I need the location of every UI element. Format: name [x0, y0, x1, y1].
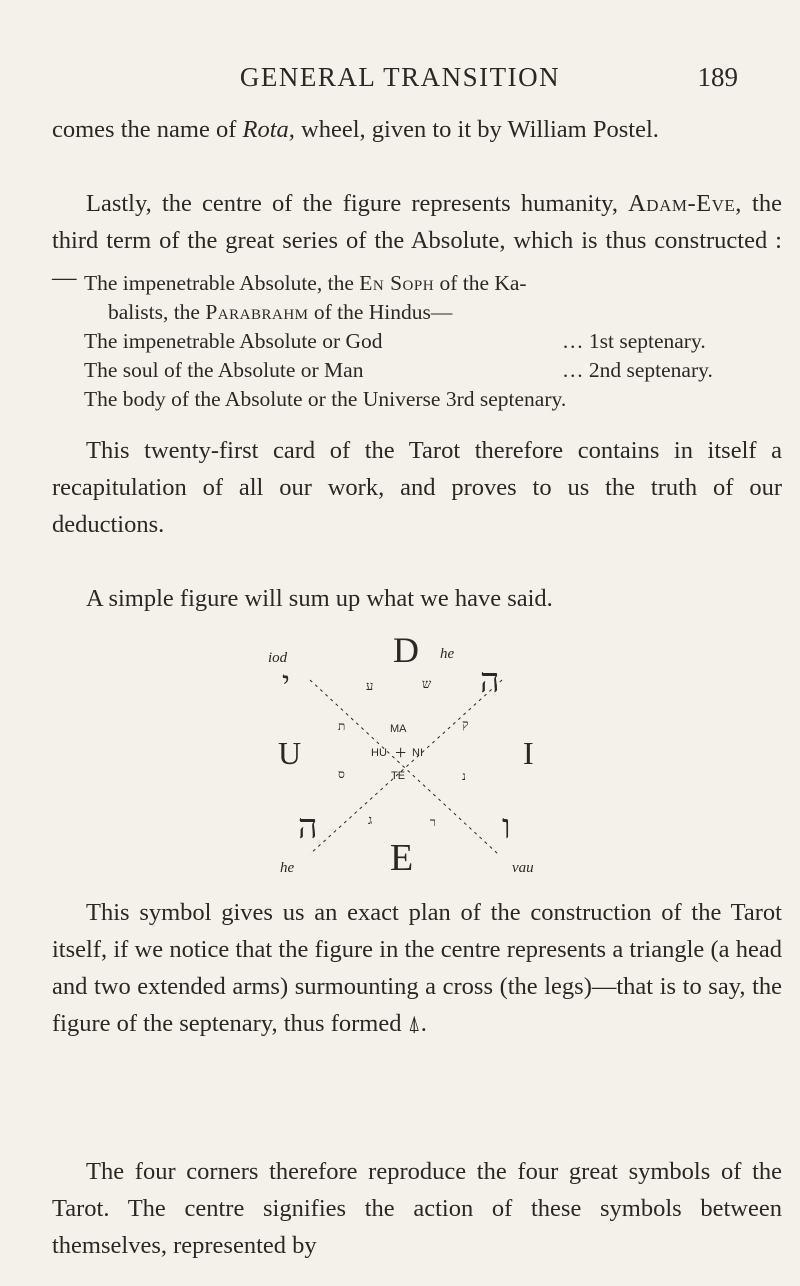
center-hu: HU [371, 747, 387, 759]
inner-glyph-3: ת [338, 719, 346, 733]
card-paragraph: This twenty-first card of the Tarot therefore contains in itself a recapitulation of all our work, and proves to us the truth of our deductions. [52, 437, 782, 538]
hebrew-yod-glyph: י [282, 666, 290, 699]
inner-glyph-5: ס [338, 767, 345, 781]
septenary-figure-icon: ⍋ [407, 1011, 421, 1036]
intro-text-b: wheel, given to it by William Postel. [294, 116, 659, 143]
letter-e: E [390, 837, 414, 879]
septenary-row-2-left: The soul of the Absolute or Man [84, 358, 364, 382]
hebrew-vau-glyph: ו [502, 809, 511, 846]
parabrahm: Parabrahm [205, 300, 309, 324]
septenary-row-3-right: 3rd septenary. [445, 387, 567, 411]
inner-glyph-7: ג [368, 812, 373, 827]
letter-i: I [523, 735, 534, 771]
label-iod: iod [268, 650, 288, 666]
inner-glyph-6: נ [462, 769, 466, 783]
label-vau: vau [512, 860, 534, 876]
symbol-text: This symbol gives us an exact plan of the construction of the Tarot itself, if we notice that the figure in the centre represents a triangle (a head and two extended arms) surmounting a cross (the legs)—that is to say, the figure of the septenary, thus formed [52, 899, 782, 1037]
running-title: GENERAL TRANSITION [239, 62, 561, 92]
quote-l2-a: balists, the [108, 300, 206, 324]
quote-line-2 [84, 298, 774, 327]
quote-l1-b: of the Ka- [434, 271, 527, 295]
en-soph: En Soph [359, 271, 435, 295]
center-ni: NI [412, 747, 423, 759]
rota-word: Rota, [242, 116, 295, 143]
page-number: 189 [697, 62, 738, 92]
tarot-symbol-figure [240, 632, 570, 882]
septenary-row-3-left: The body of the Absolute or the Universe [84, 387, 441, 411]
running-head [0, 58, 800, 102]
septenary-row-3 [84, 385, 774, 414]
septenary-row-2 [84, 356, 774, 385]
center-te: TE [391, 770, 406, 782]
center-cross-icon: + [395, 742, 407, 764]
symbol-paragraph [52, 894, 782, 1042]
center-ma: MA [390, 723, 407, 735]
inner-glyph-1: ע [366, 678, 374, 693]
label-he-bottom: he [280, 860, 295, 876]
septenary-row-1-right: … 1st septenary. [562, 329, 706, 353]
lastly-text-a: Lastly, the centre of the figure represents humanity, [86, 190, 629, 217]
tarot-symbol-svg [240, 632, 570, 882]
septenary-row-1 [84, 327, 774, 356]
corners-paragraph: The four corners therefore reproduce the four great symbols of the Tarot. The centre signifies the action of these symbols between themselves, represented by [52, 1158, 782, 1259]
intro-paragraph [52, 111, 782, 148]
intro-text-a: comes the name of [52, 116, 243, 143]
quote-l2-b: of the Hindus— [308, 300, 453, 324]
symbol-end: . [420, 1010, 427, 1037]
septenary-row-1-left: The impenetrable Absolute or God [84, 329, 383, 353]
lastly-text-b: the third term of the great series of the Absolute, which is thus constructed :— [52, 190, 782, 291]
hebrew-he-glyph-top: ה [480, 663, 500, 700]
inner-glyph-8: ר [430, 815, 436, 829]
letter-u: U [278, 735, 302, 771]
absolute-construction [84, 269, 774, 414]
inner-glyph-4: ק [462, 717, 469, 731]
inner-glyph-2: ש [422, 676, 432, 691]
septenary-row-2-right: … 2nd septenary. [562, 358, 713, 382]
adam-eve: Adam-Eve, [628, 190, 742, 217]
simple-figure-paragraph: A simple figure will sum up what we have said. [86, 585, 553, 612]
hebrew-he-glyph-bottom: ה [298, 809, 318, 846]
letter-d: D [393, 632, 419, 670]
quote-l1-a: The impenetrable Absolute, the [84, 271, 360, 295]
quote-line-1 [84, 269, 774, 298]
label-he-top: he [440, 646, 455, 662]
